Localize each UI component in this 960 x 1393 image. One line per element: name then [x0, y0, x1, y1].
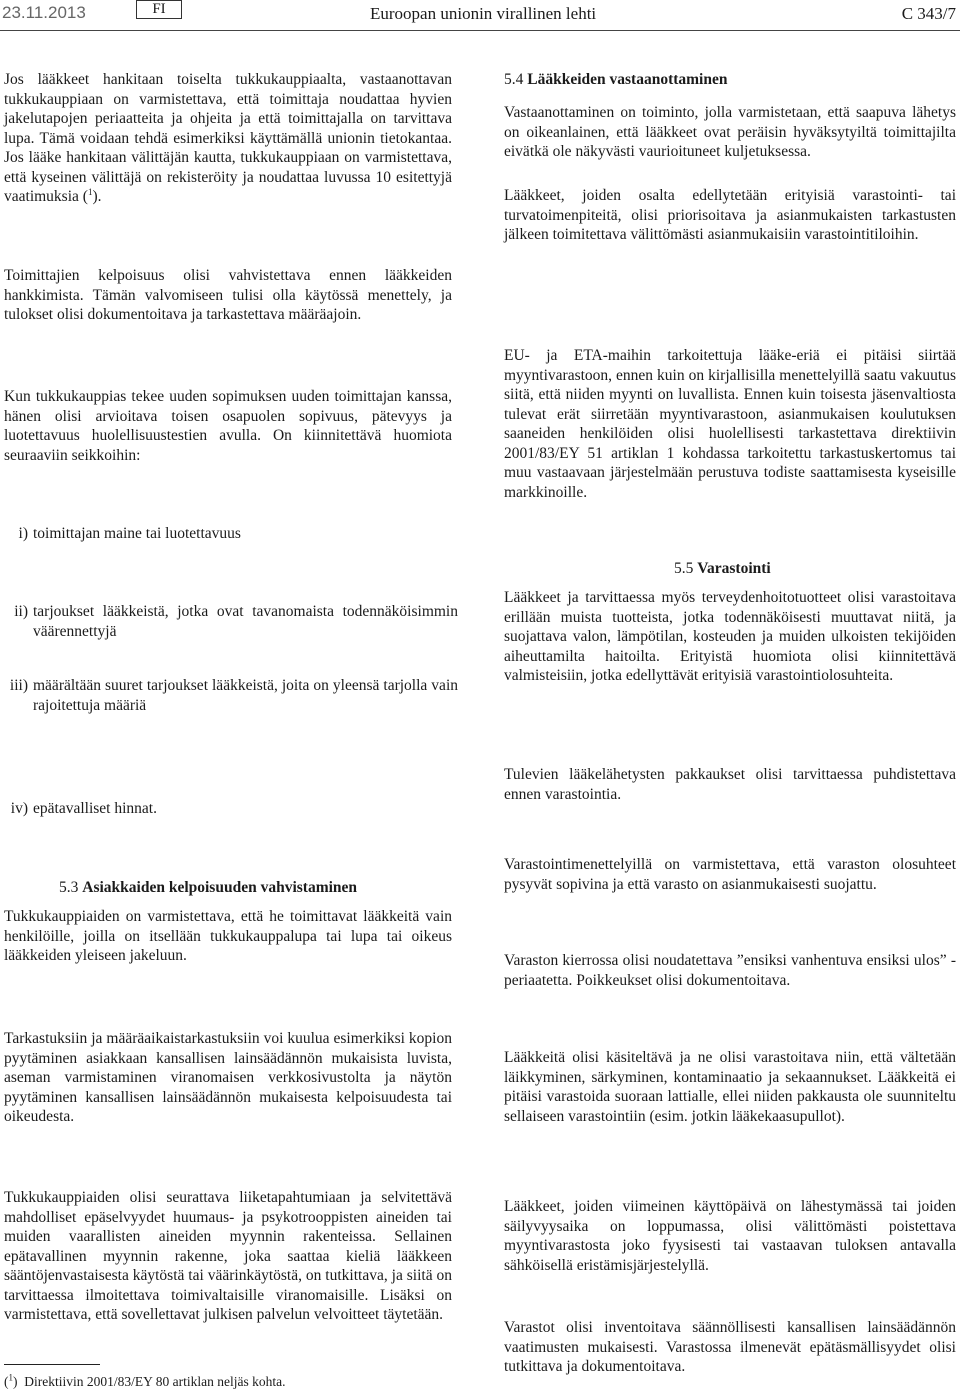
paragraph-checks: Tarkastuksiin ja määräaikaistarkastuksiin voi kuulua esimerkiksi kopion pyytäminen asiakkaan kansallisen lainsäädännön mukaisista luvista, aseman varmistaminen viranomaisen verkkosivustolta ja näytön pyytäminen kansallisen lainsäädännön mukaisesta kelpoisuudesta tai oikeudesta.: [4, 1030, 452, 1125]
list-number: i): [18, 525, 28, 542]
footnote-mark: 1: [8, 1372, 13, 1383]
section-heading-5-5: [674, 559, 771, 579]
list-item: [4, 524, 452, 544]
paragraph-expiry: Lääkkeet, joiden viimeinen käyttöpäivä on lähestymässä tai joiden säilyvyysaika on loppumassa, olisi välittömästi poistettava myyntivarastosta joko fyysisesti tai vastaavan tuloksen antavalla sähköisellä eristämisjärjestelyllä.: [504, 1198, 956, 1274]
section-number: 5.4: [504, 71, 524, 88]
section-heading-5-3: [59, 878, 357, 898]
paragraph-storage-procedures: Varastointimenettelyillä on varmistettava, että varaston olosuhteet pysyvät sopivina ja että varasto on asianmukaisesti suojattu.: [504, 856, 956, 893]
footnote-text: Direktiivin 2001/83/EY 80 artiklan neljäs kohta.: [24, 1374, 286, 1389]
list-item: [4, 676, 458, 714]
list-text: toimittajan maine tai luotettavuus: [33, 525, 241, 542]
list-item: [4, 602, 458, 640]
section-number: 5.5: [674, 560, 694, 577]
footnote-reference: 1: [87, 186, 93, 197]
paragraph-monitoring: Tukkukauppiaiden olisi seurattava liiketapahtumiaan ja selvitettävä mahdolliset epäselvyydet huumaus- ja psykotrooppisten aineiden tai muiden vaarallisten aineiden myynnin rakenteissa. Sellainen epätavallinen myynnin rakenne, joka saattaa kieliä lääkkeen sääntöjenvastaisesta käytöstä tai väärinkäytöstä, on tutkittava, ja siitä on tarvittaessa ilmoitettava toimivaltaisille viranomaisille. Lisäksi on varmistettava, että sovellettavat julkisen palvelun velvoitteet täytetään.: [4, 1189, 452, 1323]
paragraph-supplier-check: Jos lääkkeet hankitaan toiselta tukkukauppiaalta, vastaanottavan tukkukauppiaan on varmistettava, että toimittaja noudattaa hyvien jakelutapojen periaatteita ja ohjeita ja että toimittajalla on tarvittava lupa. Tämä voidaan tehdä esimerkiksi käyttämällä unionin tietokantaa. Jos lääke hankitaan välittäjän kautta, tukkukauppiaan on varmistettava, että kyseinen välittäjä on rekisteröity ja noudattaa luvussa 10 esitettyjä vaatimuksia ($^1$).: [4, 71, 452, 205]
paragraph-special-storage: Lääkkeet, joiden osalta edellytetään erityisiä varastointi- tai turvatoimenpiteitä, olisi priorisoitava ja asianmukaisten tarkastusten jälkeen toimitettava välittömästi asianmukaisiin varastointitiloihin.: [504, 187, 956, 243]
paragraph-inventory: Varastot olisi inventoitava säännöllisesti kansallisen lainsäädännön vaatimusten mukaisesti. Varastossa ilmenevät epätäsmällisyydet olisi tutkittava ja dokumentoitava.: [504, 1319, 956, 1375]
list-text: määrältään suuret tarjoukset lääkkeistä, joita on yleensä tarjolla vain rajoitettuja määriä: [33, 677, 458, 714]
section-title: Asiakkaiden kelpoisuuden vahvistaminen: [82, 879, 358, 896]
header-rule: [0, 30, 960, 31]
page-reference: C 343/7: [901, 4, 956, 23]
paragraph-supplier-qualification: Toimittajien kelpoisuus olisi vahvistettava ennen lääkkeiden hankkimista. Tämän valvomiseen tulisi olla käytössä menettely, ja tulokset olisi dokumentoitava ja tarkastettava määräajoin.: [4, 267, 452, 323]
journal-title: Euroopan unionin virallinen lehti: [370, 4, 597, 23]
list-number: ii): [14, 603, 28, 620]
paragraph-customer-qualification: Tukkukauppiaiden on varmistettava, että he toimittavat lääkkeitä vain henkilöille, joilla on itsellään tukkukauppalupa tai lupa tai oikeus lääkkeiden yleiseen jakeluun.: [4, 908, 452, 964]
paragraph-due-diligence: Kun tukkukauppias tekee uuden sopimuksen uuden toimittajan kanssa, hänen olisi arvioitava toisen osapuolen sopivuus, pätevyys ja luotettavuus huolellisuustestien avulla. On kiinnitettävä huomiota seuraaviin seikkoihin:: [4, 388, 452, 464]
paragraph-eu-batches: EU- ja ETA-maihin tarkoitettuja lääke-eriä ei pitäisi siirtää myyntivarastoon, ennen kuin on kirjallisilla menettelyillä saatu vakuutus siitä, että niiden myynti on luvallista. Ennen kuin toisesta jäsenvaltiosta tulevat erät siirretään myyntivarastoon, asianmukaisen koulutuksen saaneiden henkilöiden olisi huolellisesti tarkastettava direktiivin 2001/83/EY 51 artiklan 1 kohdassa tarkoitettu tarkastuskertomus tai muu vastaavaan järjestelmään perustuva todiste saattamisesta kyseisille markkinoille.: [504, 347, 956, 501]
page-header: [0, 0, 960, 30]
language-code: FI: [136, 0, 182, 19]
paragraph-handling: Lääkkeitä olisi käsiteltävä ja ne olisi varastoitava niin, että vältetään läikkyminen, särkyminen, kontaminaatio ja sekaannukset. Lääkkeitä ei pitäisi varastoida suoraan lattialle, ellei niiden pakkausta ole suunniteltu sellaiseen varastointiin (esim. jotkin lääkekaasupullot).: [504, 1049, 956, 1125]
section-heading-5-4: [504, 70, 728, 90]
paragraph-storage-separation: Lääkkeet ja tarvittaessa myös terveydenhoitotuotteet olisi varastoitava erillään muista tuotteista, jotka todennäköisesti muuttavat niitä, ja suojattava valon, lämpötilan, kosteuden ja muiden ulkoisten tekijöiden aiheuttamilta haitoilta. Erityistä huomiota olisi kiinnitettävä valmisteisiin, jotka edellyttävät erityisiä varastointiolosuhteita.: [504, 589, 956, 684]
footnote: ($^1$) Direktiivin 2001/83/EY 80 artiklan neljäs kohta.: [4, 1372, 286, 1389]
list-number: iv): [10, 800, 28, 817]
paragraph-text: Jos lääkkeet hankitaan toiselta tukkukauppiaalta, vastaanottavan tukkukauppiaan on varmistettava, että toimittaja noudattaa hyvien jakelutapojen periaatteita ja ohjeita ja että toimittajalla on tarvittava lupa. Tämä voidaan tehdä esimerkiksi käyttämällä unionin tietokantaa. Jos lääke hankitaan välittäjän kautta, tukkukauppiaan on varmistettava, että kyseinen välittäjä on rekisteröity ja noudattaa luvussa 10 esitettyjä vaatimuksia (: [4, 71, 452, 205]
list-text: tarjoukset lääkkeistä, jotka ovat tavanomaista todennäköisimmin väärennettyjä: [33, 603, 458, 640]
section-title: Varastointi: [697, 560, 771, 577]
publication-date: 23.11.2013: [2, 3, 86, 22]
footnote-rule: [4, 1364, 100, 1365]
paragraph-cleaning: Tulevien lääkelähetysten pakkaukset olisi tarvittaessa puhdistettava ennen varastointia.: [504, 766, 956, 803]
section-title: Lääkkeiden vastaanottaminen: [527, 71, 728, 88]
paragraph-receiving: Vastaanottaminen on toiminto, jolla varmistetaan, että saapuva lähetys on oikeanlainen, että lääkkeet ovat peräisin hyväksytyiltä toimittajilta eivätkä ole näkyvästi vaurioituneet kuljetuksessa.: [504, 104, 956, 160]
paragraph-fefo: Varaston kierrossa olisi noudatettava ”ensiksi vanhentuva ensiksi ulos” -periaatetta. Poikkeukset olisi dokumentoitava.: [504, 952, 956, 989]
list-text: epätavalliset hinnat.: [33, 800, 157, 817]
list-number: iii): [9, 677, 28, 694]
list-item: [4, 799, 452, 819]
section-number: 5.3: [59, 879, 79, 896]
